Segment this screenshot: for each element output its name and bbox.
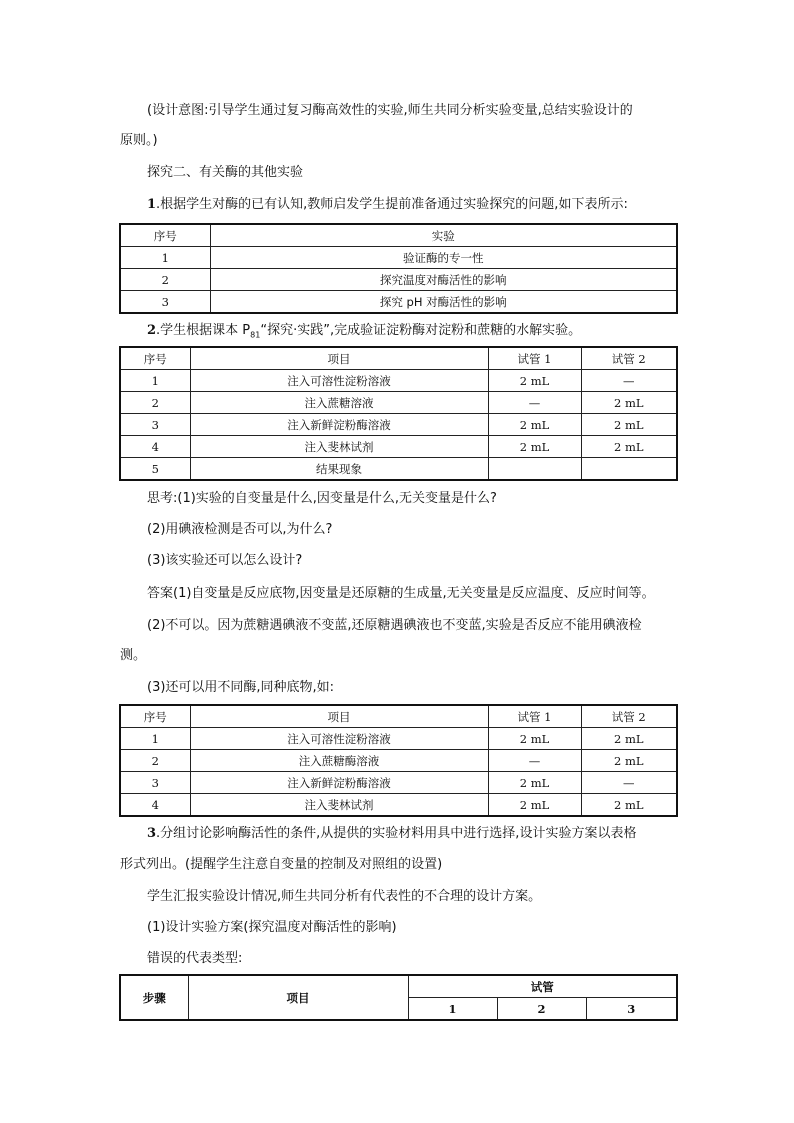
table-alternative-design: [119, 704, 678, 817]
item-3-line2: 形式列出。(提醒学生注意自变量的控制及对照组的设置): [120, 857, 443, 872]
table-cell: 2 mL: [488, 370, 581, 392]
header-cell-item: 项目: [188, 975, 408, 1020]
table-cell: 注入可溶性淀粉溶液: [190, 728, 488, 750]
item-3-text: .分组讨论影响酶活性的条件,从提供的实验材料用具中进行选择,设计实验方案以表格: [156, 826, 637, 841]
table-cell: —: [581, 772, 677, 794]
table-cell: 结果现象: [190, 458, 488, 481]
table-row: [120, 247, 677, 269]
header-cell: 项目: [190, 705, 488, 728]
header-cell-tube: 试管: [408, 975, 677, 998]
table-cell: 2 mL: [581, 436, 677, 458]
table-cell: 2: [120, 392, 190, 414]
table-row: [120, 794, 677, 817]
item-2-number: 2: [147, 323, 157, 338]
item-1: [120, 195, 680, 215]
item-2: [120, 321, 680, 346]
table-cell: 4: [120, 436, 190, 458]
table-cell: 2 mL: [581, 414, 677, 436]
header-cell: 试管 1: [488, 705, 581, 728]
table-row: [120, 392, 677, 414]
design-intent-line2: 原则。): [120, 133, 158, 148]
table-row: [120, 772, 677, 794]
table-cell: 注入可溶性淀粉溶液: [190, 370, 488, 392]
table-cell: [488, 458, 581, 481]
table-cell: 3: [120, 414, 190, 436]
plan-title: (1)设计实验方案(探究温度对酶活性的影响): [147, 920, 397, 935]
table-cell: 探究温度对酶活性的影响: [210, 269, 677, 291]
item-3-number: 3: [147, 826, 157, 841]
table-row: [120, 750, 677, 772]
table-cell: 注入新鲜淀粉酶溶液: [190, 414, 488, 436]
section-title: 探究二、有关酶的其他实验: [147, 165, 304, 180]
table-cell: 2 mL: [488, 728, 581, 750]
table-row: [120, 458, 677, 481]
table-cell: 2 mL: [581, 750, 677, 772]
table-cell: 注入蔗糖酶溶液: [190, 750, 488, 772]
table-cell: —: [488, 750, 581, 772]
table-cell: 1: [120, 728, 190, 750]
header-cell: 试管 1: [488, 347, 581, 370]
table-cell: 5: [120, 458, 190, 481]
header-cell: 试管 2: [581, 347, 677, 370]
item-1-number: 1: [147, 197, 157, 212]
table-cell: 注入斐林试剂: [190, 436, 488, 458]
table-cell: 注入新鲜淀粉酶溶液: [190, 772, 488, 794]
table-cell: —: [581, 370, 677, 392]
table-cell: 2 mL: [581, 392, 677, 414]
table-cell: 验证酶的专一性: [210, 247, 677, 269]
table-cell: 3: [120, 291, 210, 314]
design-intent-line1: (设计意图:引导学生通过复习酶高效性的实验,师生共同分析实验变量,总结实验设计的: [147, 103, 633, 118]
table-cell: 1: [120, 247, 210, 269]
item-3-line1: [120, 824, 680, 844]
table-cell: 探究 pH 对酶活性的影响: [210, 291, 677, 314]
table-cell: 3: [120, 772, 190, 794]
table-header-row: [120, 705, 677, 728]
table-header-row: [120, 975, 677, 998]
table-cell: [581, 458, 677, 481]
table-row: [120, 728, 677, 750]
table-row: [120, 291, 677, 314]
table-row: [120, 269, 677, 291]
table-row: [120, 436, 677, 458]
header-cell-tube-2: 2: [497, 998, 586, 1021]
header-cell-tube-3: 3: [586, 998, 677, 1021]
table-cell: 2 mL: [581, 728, 677, 750]
table-cell: 注入斐林试剂: [190, 794, 488, 817]
table-cell: 2 mL: [488, 414, 581, 436]
table-cell: 2: [120, 750, 190, 772]
table-header-row: [120, 347, 677, 370]
header-cell: 试管 2: [581, 705, 677, 728]
header-cell: 实验: [210, 224, 677, 247]
table-row: [120, 414, 677, 436]
think-question-3: (3)该实验还可以怎么设计?: [147, 553, 303, 568]
think-question-2: (2)用碘液检测是否可以,为什么?: [147, 522, 333, 537]
item-2-subscript: 81: [250, 330, 261, 340]
answer-3: (3)还可以用不同酶,同种底物,如:: [147, 680, 335, 695]
table-cell: —: [488, 392, 581, 414]
item-1-text: .根据学生对酶的已有认知,教师启发学生提前准备通过实验探究的问题,如下表所示:: [156, 197, 628, 212]
item-2-text-b: “探究·实践”,完成验证淀粉酶对淀粉和蔗糖的水解实验。: [260, 323, 582, 338]
header-cell-step: 步骤: [120, 975, 188, 1020]
answer-2-line1: (2)不可以。因为蔗糖遇碘液不变蓝,还原糖遇碘液也不变蓝,实验是否反应不能用碘液检: [147, 618, 642, 633]
header-cell-tube-1: 1: [408, 998, 497, 1021]
table-cell: 2: [120, 269, 210, 291]
table-temperature-design: [119, 974, 678, 1021]
table-hydrolysis: [119, 346, 678, 481]
answer-1: 答案(1)自变量是反应底物,因变量是还原糖的生成量,无关变量是反应温度、反应时间等。: [147, 586, 655, 601]
header-cell: 序号: [120, 705, 190, 728]
table-cell: 4: [120, 794, 190, 817]
table-cell: 2 mL: [488, 436, 581, 458]
table-header-row: [120, 224, 677, 247]
item-2-text-a: .学生根据课本 P: [156, 323, 251, 338]
header-cell: 序号: [120, 347, 190, 370]
think-question-1: 思考:(1)实验的自变量是什么,因变量是什么,无关变量是什么?: [147, 491, 497, 506]
table-row: [120, 370, 677, 392]
table-cell: 注入蔗糖溶液: [190, 392, 488, 414]
table-cell: 1: [120, 370, 190, 392]
report-text: 学生汇报实验设计情况,师生共同分析有代表性的不合理的设计方案。: [147, 889, 542, 904]
header-cell: 项目: [190, 347, 488, 370]
error-type-label: 错误的代表类型:: [147, 951, 243, 966]
table-cell: 2 mL: [581, 794, 677, 817]
header-cell: 序号: [120, 224, 210, 247]
table-experiments: [119, 223, 678, 314]
table-cell: 2 mL: [488, 772, 581, 794]
answer-2-line2: 测。: [120, 648, 147, 663]
table-cell: 2 mL: [488, 794, 581, 817]
